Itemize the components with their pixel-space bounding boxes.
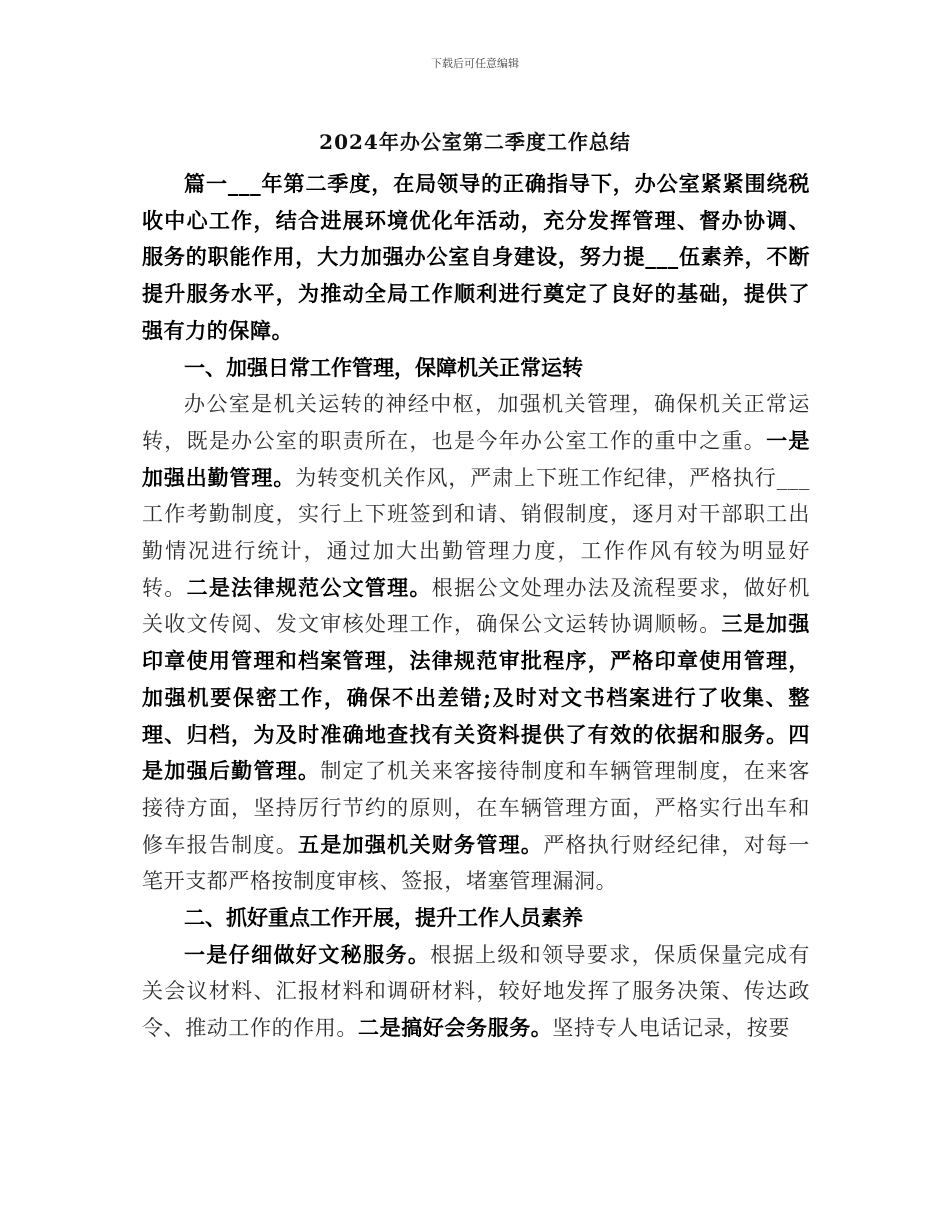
section-1-emphasis: 五是加强机关财务管理。 <box>298 831 544 857</box>
section-1-emphasis: 二是法律规范公文管理。 <box>186 574 432 600</box>
section-2-paragraph <box>142 937 810 1047</box>
section-2-emphasis: 二是搞好会务服务。 <box>358 1015 553 1041</box>
section-2-text: 根据上级和领导要求，保质保量完成有关会议材料、汇报材料和调研材料，较好地发挥了服务决策、传达政令、推动工作的作用。 <box>142 942 810 1041</box>
section-1-text: 根据公文处理办法及流程要求，做好机关收文传阅、发文审核处理工作，确保公文运转协调顺畅。 <box>142 575 810 637</box>
section-1-text: 严格执行财经纪律，对每一笔开支都严格按制度审核、签报，堵塞管理漏洞。 <box>142 832 810 894</box>
section-1-text: 办公室是机关运转的神经中枢，加强机关管理，确保机关正常运转，既是办公室的职责所在，也是今年办公室工作的重中之重。 <box>142 392 810 453</box>
section-1-text: 制定了机关来客接待制度和车辆管理制度，在来客接待方面，坚持厉行节约的原则，在车辆管理方面，严格实行出车和修车报告制度。 <box>142 759 810 857</box>
section-1-emphasis: 一是加强出勤管理。 <box>142 427 810 490</box>
header-note: 下载后可任意编辑 <box>431 57 519 70</box>
section-1-heading: 一、加强日常工作管理，保障机关正常运转 <box>184 354 583 380</box>
section-2-heading: 二、抓好重点工作开展，提升工作人员素养 <box>184 905 583 931</box>
section-1-paragraph <box>142 386 810 900</box>
section-2-emphasis: 一是仔细做好文秘服务。 <box>184 941 431 967</box>
section-1-emphasis: 三是加强印章使用管理和档案管理，法律规范审批程序，严格印章使用管理，加强机要保密工作，确保不出差错;及时对文书档案进行了收集、整理、归档，为及时准确地查找有关资料提供了有效的依据和服务。四是加强后勤管理。 <box>142 611 810 784</box>
section-2-text: 坚持专人电话记录，按要 <box>552 1016 791 1041</box>
section-1-text: 为转变机关作风，严肃上下班工作纪律，严格执行___工作考勤制度，实行上下班签到和请、销假制度，逐月对干部职工出勤情况进行统计，通过加大出勤管理力度，工作作风有较为明显好转。 <box>142 465 810 600</box>
document-body <box>142 166 810 1047</box>
document-title: 2024年办公室第二季度工作总结 <box>319 130 631 154</box>
intro-paragraph: 篇一___年第二季度，在局领导的正确指导下，办公室紧紧围绕税收中心工作，结合进展环境优化年活动，充分发挥管理、督办协调、服务的职能作用，大力加强办公室自身建设，努力提___伍素养，不断提升服务水平，为推动全局工作顺利进行奠定了良好的基础，提供了强有力的保障。 <box>142 171 810 343</box>
